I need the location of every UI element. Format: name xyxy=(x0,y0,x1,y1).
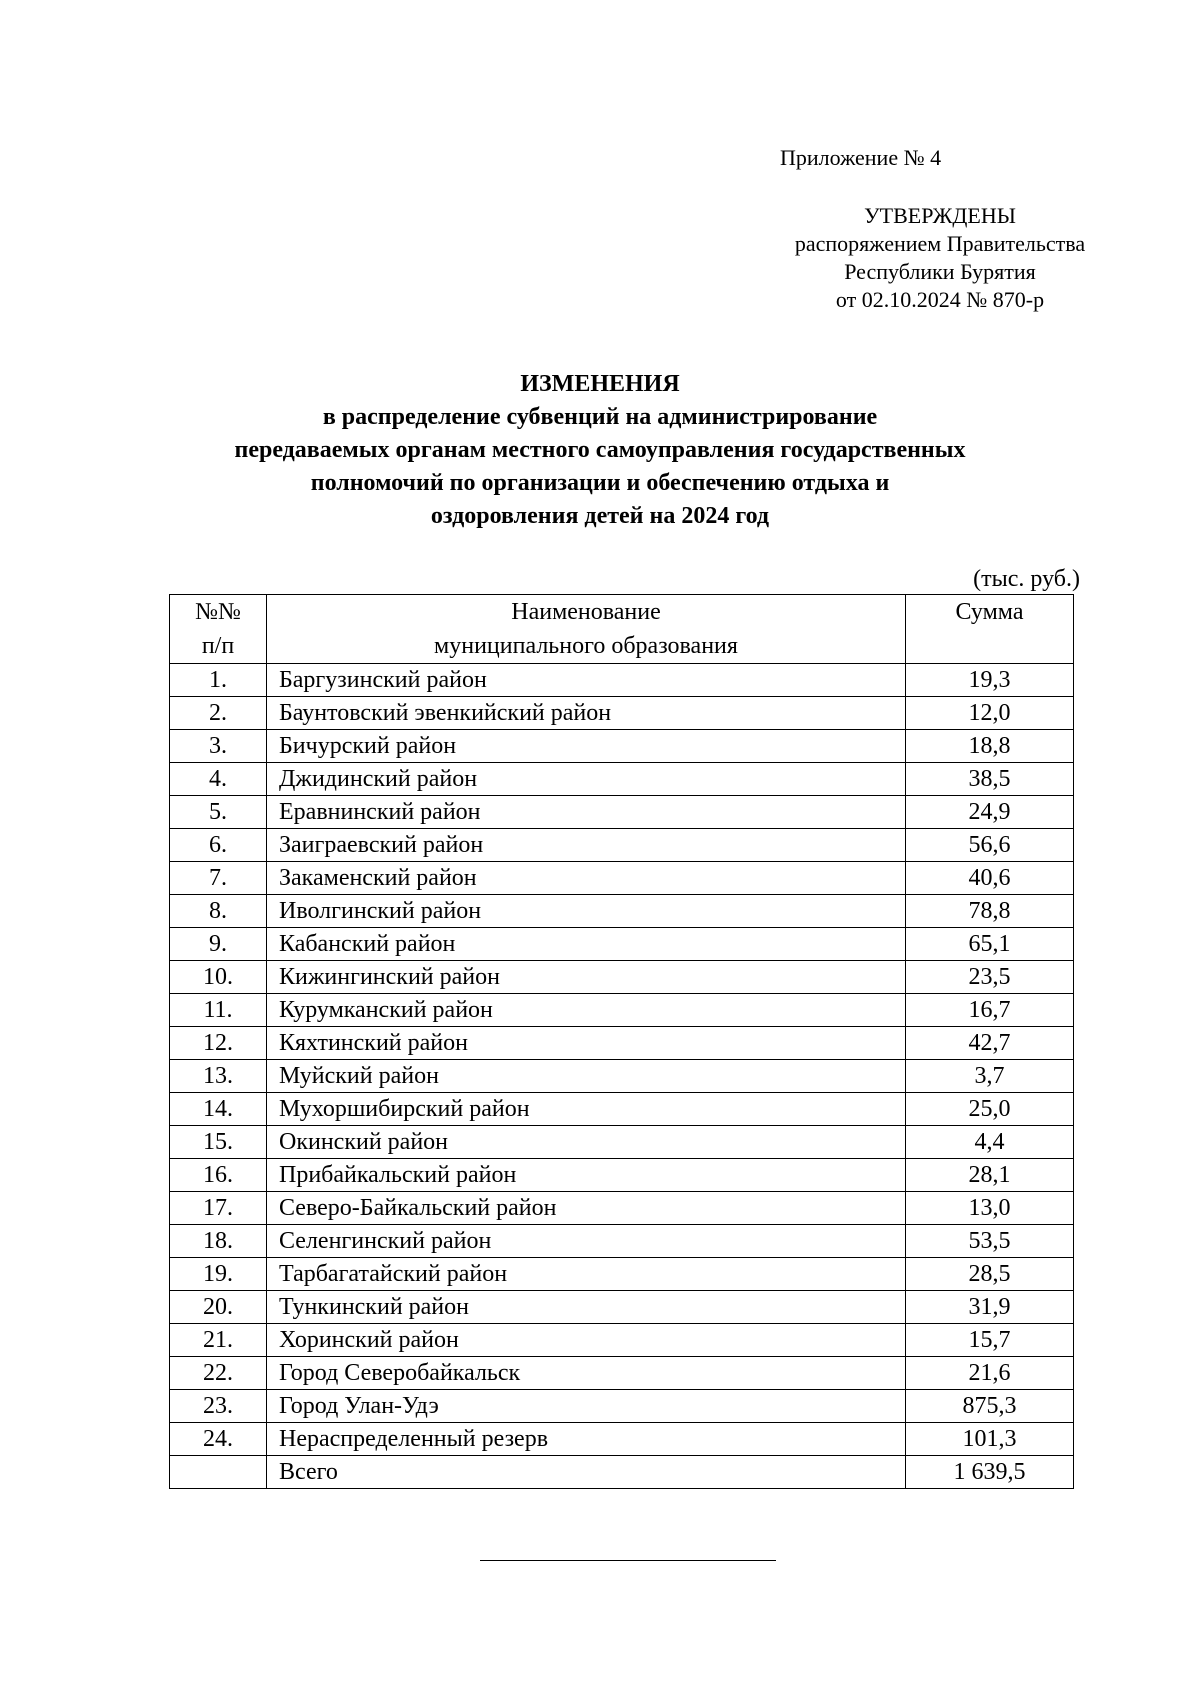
row-number: 8. xyxy=(170,895,267,928)
table-row xyxy=(170,928,1074,961)
table-row xyxy=(170,763,1074,796)
approved-by-line-1: распоряжением Правительства xyxy=(794,231,1086,256)
row-name: Окинский район xyxy=(267,1126,906,1159)
table-row xyxy=(170,1159,1074,1192)
row-number: 10. xyxy=(170,961,267,994)
approval-block xyxy=(740,202,1140,314)
table-row xyxy=(170,1423,1074,1456)
row-number: 13. xyxy=(170,1060,267,1093)
document-title xyxy=(150,368,1050,533)
table-row xyxy=(170,1093,1074,1126)
row-sum: 3,7 xyxy=(906,1060,1074,1093)
row-sum: 18,8 xyxy=(906,730,1074,763)
row-name: Муйский район xyxy=(267,1060,906,1093)
title-line-5: оздоровления детей на 2024 год xyxy=(430,503,770,529)
approved-label: УТВЕРЖДЕНЫ xyxy=(864,203,1016,228)
units-label: (тыс. руб.) xyxy=(973,566,1080,592)
title-line-3: передаваемых органам местного самоуправления государственных xyxy=(234,437,966,463)
row-sum: 31,9 xyxy=(906,1291,1074,1324)
table-row xyxy=(170,1390,1074,1423)
row-name: Баргузинский район xyxy=(267,664,906,697)
row-sum: 12,0 xyxy=(906,697,1074,730)
row-number: 2. xyxy=(170,697,267,730)
header-name-line-2: муниципального образования xyxy=(434,633,738,659)
row-sum: 19,3 xyxy=(906,664,1074,697)
row-name: Бичурский район xyxy=(267,730,906,763)
approved-date: от 02.10.2024 № 870-р xyxy=(835,287,1045,312)
row-number: 6. xyxy=(170,829,267,862)
row-name: Нераспределенный резерв xyxy=(267,1423,906,1456)
table-body xyxy=(170,664,1074,1489)
row-name: Северо-Байкальский район xyxy=(267,1192,906,1225)
row-sum: 101,3 xyxy=(906,1423,1074,1456)
row-number: 9. xyxy=(170,928,267,961)
header-number-line-1: №№ xyxy=(195,599,241,625)
end-divider xyxy=(480,1560,776,1561)
row-name: Курумканский район xyxy=(267,994,906,1027)
table-row xyxy=(170,1324,1074,1357)
row-sum: 25,0 xyxy=(906,1093,1074,1126)
table-row xyxy=(170,1126,1074,1159)
row-sum: 16,7 xyxy=(906,994,1074,1027)
appendix-number: Приложение № 4 xyxy=(780,145,942,170)
title-line-1: ИЗМЕНЕНИЯ xyxy=(520,371,680,397)
row-number: 5. xyxy=(170,796,267,829)
row-number: 1. xyxy=(170,664,267,697)
row-name: Джидинский район xyxy=(267,763,906,796)
row-name: Кяхтинский район xyxy=(267,1027,906,1060)
table-row xyxy=(170,796,1074,829)
row-number: 22. xyxy=(170,1357,267,1390)
row-name: Всего xyxy=(267,1456,906,1489)
table-row xyxy=(170,1060,1074,1093)
row-name: Заиграевский район xyxy=(267,829,906,862)
row-number: 3. xyxy=(170,730,267,763)
row-number: 7. xyxy=(170,862,267,895)
row-sum: 65,1 xyxy=(906,928,1074,961)
row-name: Хоринский район xyxy=(267,1324,906,1357)
header-number-line-2: п/п xyxy=(201,633,235,659)
row-sum: 1 639,5 xyxy=(906,1456,1074,1489)
row-sum: 24,9 xyxy=(906,796,1074,829)
row-number: 15. xyxy=(170,1126,267,1159)
row-name: Кижингинский район xyxy=(267,961,906,994)
table-row xyxy=(170,1291,1074,1324)
approved-by-line-2: Республики Бурятия xyxy=(844,259,1036,284)
row-name: Иволгинский район xyxy=(267,895,906,928)
row-number: 14. xyxy=(170,1093,267,1126)
header-number xyxy=(170,595,267,664)
row-number: 16. xyxy=(170,1159,267,1192)
table-row xyxy=(170,1258,1074,1291)
row-name: Тарбагатайский район xyxy=(267,1258,906,1291)
row-sum: 42,7 xyxy=(906,1027,1074,1060)
title-line-2: в распределение субвенций на администрирование xyxy=(322,404,878,430)
row-number: 19. xyxy=(170,1258,267,1291)
row-sum: 38,5 xyxy=(906,763,1074,796)
row-number: 20. xyxy=(170,1291,267,1324)
row-sum: 28,1 xyxy=(906,1159,1074,1192)
row-number: 21. xyxy=(170,1324,267,1357)
table-row xyxy=(170,1357,1074,1390)
row-name: Тункинский район xyxy=(267,1291,906,1324)
row-sum: 53,5 xyxy=(906,1225,1074,1258)
row-sum: 15,7 xyxy=(906,1324,1074,1357)
table-row xyxy=(170,1225,1074,1258)
row-number: 18. xyxy=(170,1225,267,1258)
row-name: Мухоршибирский район xyxy=(267,1093,906,1126)
row-number: 24. xyxy=(170,1423,267,1456)
row-name: Баунтовский эвенкийский район xyxy=(267,697,906,730)
row-sum: 78,8 xyxy=(906,895,1074,928)
table-header-row xyxy=(170,595,1074,664)
table-row xyxy=(170,697,1074,730)
row-name: Селенгинский район xyxy=(267,1225,906,1258)
row-number: 4. xyxy=(170,763,267,796)
row-sum: 21,6 xyxy=(906,1357,1074,1390)
header-sum: Сумма xyxy=(906,595,1074,664)
row-sum: 40,6 xyxy=(906,862,1074,895)
table-row xyxy=(170,829,1074,862)
table-row xyxy=(170,1192,1074,1225)
table-row xyxy=(170,994,1074,1027)
table-row xyxy=(170,1027,1074,1060)
row-name: Еравнинский район xyxy=(267,796,906,829)
title-line-4: полномочий по организации и обеспечению отдыха и xyxy=(310,470,890,496)
table-row xyxy=(170,730,1074,763)
row-sum: 23,5 xyxy=(906,961,1074,994)
table-total-row xyxy=(170,1456,1074,1489)
row-name: Город Улан-Удэ xyxy=(267,1390,906,1423)
row-number: 23. xyxy=(170,1390,267,1423)
subvention-table xyxy=(169,594,1074,1489)
row-number xyxy=(170,1456,267,1489)
row-name: Город Северобайкальск xyxy=(267,1357,906,1390)
table-row xyxy=(170,895,1074,928)
row-sum: 13,0 xyxy=(906,1192,1074,1225)
row-sum: 28,5 xyxy=(906,1258,1074,1291)
row-number: 17. xyxy=(170,1192,267,1225)
table-row xyxy=(170,862,1074,895)
row-number: 11. xyxy=(170,994,267,1027)
header-name-line-1: Наименование xyxy=(511,599,661,625)
table-row xyxy=(170,664,1074,697)
row-sum: 875,3 xyxy=(906,1390,1074,1423)
row-name: Кабанский район xyxy=(267,928,906,961)
row-name: Прибайкальский район xyxy=(267,1159,906,1192)
table-row xyxy=(170,961,1074,994)
row-number: 12. xyxy=(170,1027,267,1060)
row-sum: 56,6 xyxy=(906,829,1074,862)
row-sum: 4,4 xyxy=(906,1126,1074,1159)
header-name xyxy=(267,595,906,664)
row-name: Закаменский район xyxy=(267,862,906,895)
